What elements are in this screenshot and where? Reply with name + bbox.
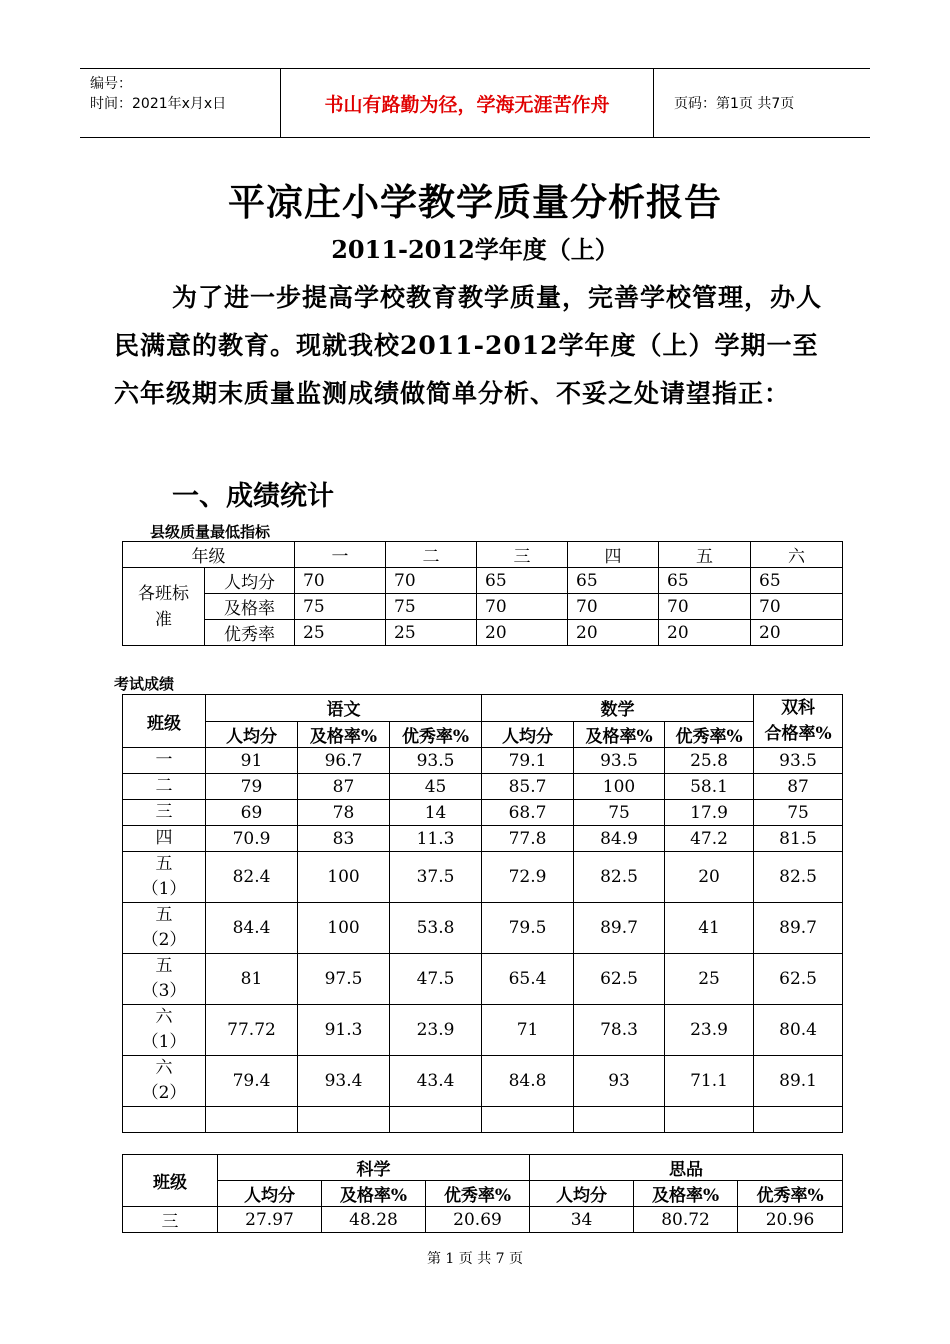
date-label: 时间：2021年x月x日 [90,96,227,112]
table-row [123,954,843,1005]
grade-header: 年级 [123,542,295,568]
scores-header-row [123,695,843,722]
class-cell [123,954,206,1005]
value-cell: 78 [298,800,390,826]
science-header: 科学 [218,1155,530,1181]
value-cell: 84.8 [482,1056,574,1107]
class-section: （1） [141,1032,187,1052]
value-cell: 75 [754,800,843,826]
table-row [123,852,843,903]
value-cell: 27.97 [218,1207,322,1233]
value-cell: 25 [665,954,754,1005]
class-header: 班级 [123,1155,218,1207]
class-name: 四 [155,828,173,848]
empty-row [123,1107,843,1133]
class-section: （3） [141,981,187,1001]
class-name: 一 [155,750,173,770]
value-cell: 25.8 [665,748,754,774]
class-name: 五 [155,854,173,874]
value-cell: 82.5 [754,852,843,903]
dual-pass-header [754,695,843,748]
subheader-cell: 及格率% [298,721,390,748]
value-cell: 79.1 [482,748,574,774]
standards-row [123,594,843,620]
value-cell: 89.1 [754,1056,843,1107]
value-cell: 75 [574,800,665,826]
value-cell: 34 [530,1207,634,1233]
subheader-cell: 优秀率% [426,1181,530,1207]
subheader-cell: 优秀率% [738,1181,843,1207]
value-cell: 75 [295,594,386,620]
value-cell: 41 [665,903,754,954]
page-info [664,69,870,137]
scores-subheader-row [123,721,843,748]
dual-header-line1: 双科 [781,698,816,718]
class-section: （2） [141,930,187,950]
grade-cell: 一 [295,542,386,568]
value-cell: 43.4 [390,1056,482,1107]
value-cell: 96.7 [298,748,390,774]
grade-cell: 三 [477,542,568,568]
class-cell [123,774,206,800]
section-heading: 一、成绩统计 [172,481,334,512]
subheader-cell: 及格率% [322,1181,426,1207]
standards-row [123,620,843,646]
value-cell: 65 [568,568,659,594]
value-cell: 25 [295,620,386,646]
value-cell: 65.4 [482,954,574,1005]
value-cell: 70 [568,594,659,620]
value-cell: 84.9 [574,826,665,852]
value-cell: 47.5 [390,954,482,1005]
table-row [123,800,843,826]
class-cell [123,1056,206,1107]
value-cell: 83 [298,826,390,852]
empty-cell [665,1107,754,1133]
motto: 书山有路勤为径，学海无涯苦作舟 [281,69,654,137]
value-cell: 79 [206,774,298,800]
value-cell: 89.7 [754,903,843,954]
scores-caption: 考试成绩 [114,675,175,693]
grade-cell: 四 [568,542,659,568]
standards-caption: 县级质量最低指标 [150,523,271,541]
value-cell: 82.5 [574,852,665,903]
value-cell: 70.9 [206,826,298,852]
value-cell: 77.8 [482,826,574,852]
value-cell: 87 [298,774,390,800]
value-cell: 100 [298,903,390,954]
value-cell: 93.5 [574,748,665,774]
value-cell: 71.1 [665,1056,754,1107]
value-cell: 70 [386,568,477,594]
class-name: 五 [155,905,173,925]
subheader-cell: 及格率% [574,721,665,748]
science-subheader-row [123,1181,843,1207]
subheader-cell: 优秀率% [390,721,482,748]
value-cell: 62.5 [754,954,843,1005]
row-label: 及格率 [205,594,295,620]
empty-cell [754,1107,843,1133]
value-cell: 91 [206,748,298,774]
table-row [123,1056,843,1107]
value-cell: 100 [298,852,390,903]
class-name: 三 [155,802,173,822]
value-cell: 71 [482,1005,574,1056]
value-cell: 81.5 [754,826,843,852]
document-header [80,68,870,138]
row-label: 人均分 [205,568,295,594]
value-cell: 45 [390,774,482,800]
row-label: 优秀率 [205,620,295,646]
class-name: 二 [155,776,173,796]
class-cell [123,748,206,774]
value-cell: 48.28 [322,1207,426,1233]
subheader-cell: 优秀率% [665,721,754,748]
value-cell: 65 [477,568,568,594]
empty-cell [482,1107,574,1133]
empty-cell [298,1107,390,1133]
value-cell: 80.72 [634,1207,738,1233]
header-meta [80,69,281,137]
value-cell: 79.5 [482,903,574,954]
value-cell: 20 [659,620,751,646]
value-cell: 97.5 [298,954,390,1005]
empty-cell [390,1107,482,1133]
page-footer: 第 1 页 共 7 页 [426,1251,524,1267]
class-cell [123,826,206,852]
table-row [123,903,843,954]
subheader-cell: 人均分 [530,1181,634,1207]
moral-header: 思品 [530,1155,843,1181]
value-cell: 65 [751,568,843,594]
value-cell: 20 [665,852,754,903]
page-title: 平凉庄小学教学质量分析报告 [228,181,722,224]
value-cell: 47.2 [665,826,754,852]
scores-table [122,694,843,1133]
table-row [123,748,843,774]
value-cell: 70 [295,568,386,594]
empty-cell [123,1107,206,1133]
value-cell: 20 [568,620,659,646]
value-cell: 93.5 [754,748,843,774]
subheader-cell: 及格率% [634,1181,738,1207]
standards-table [122,541,843,646]
class-cell [123,800,206,826]
empty-cell [206,1107,298,1133]
value-cell: 89.7 [574,903,665,954]
table-row [123,1005,843,1056]
class-section: （2） [141,1083,187,1103]
intro-text: 为了进一步提高学校教育教学质量，完善学校管理，办人民满意的教育。现就我校2011-2012学年度（上）学期一至六年级期末质量监测成绩做简单分析、不妥之处请望指正： [114,283,823,408]
class-cell [123,852,206,903]
value-cell: 65 [659,568,751,594]
empty-cell [574,1107,665,1133]
value-cell: 72.9 [482,852,574,903]
value-cell: 20.96 [738,1207,843,1233]
value-cell: 25 [386,620,477,646]
subheader-cell: 人均分 [482,721,574,748]
value-cell: 62.5 [574,954,665,1005]
group-label: 各班标准 [123,568,205,646]
value-cell: 58.1 [665,774,754,800]
science-header-row [123,1155,843,1181]
value-cell: 79.4 [206,1056,298,1107]
table-row [123,826,843,852]
value-cell: 81 [206,954,298,1005]
class-cell [123,1005,206,1056]
subheader-cell: 人均分 [218,1181,322,1207]
value-cell: 93 [574,1056,665,1107]
value-cell: 82.4 [206,852,298,903]
chinese-header: 语文 [206,695,482,722]
page-info-text: 页码：第1页 共7页 [674,96,795,112]
page-subtitle: 2011-2012学年度（上） [331,235,619,264]
value-cell: 11.3 [390,826,482,852]
value-cell: 68.7 [482,800,574,826]
value-cell: 70 [751,594,843,620]
value-cell: 85.7 [482,774,574,800]
standards-header-row [123,542,843,568]
value-cell: 23.9 [390,1005,482,1056]
class-section: （1） [141,879,187,899]
value-cell: 53.8 [390,903,482,954]
value-cell: 87 [754,774,843,800]
class-cell: 三 [123,1207,218,1233]
value-cell: 20 [477,620,568,646]
science-table [122,1154,843,1233]
value-cell: 17.9 [665,800,754,826]
class-header: 班级 [123,695,206,748]
intro-paragraph [114,274,844,418]
table-row [123,774,843,800]
grade-cell: 六 [751,542,843,568]
value-cell: 20.69 [426,1207,530,1233]
value-cell: 14 [390,800,482,826]
grade-cell: 五 [659,542,751,568]
value-cell: 100 [574,774,665,800]
class-name: 六 [155,1058,173,1078]
value-cell: 70 [477,594,568,620]
table-row [123,1207,843,1233]
value-cell: 93.5 [390,748,482,774]
subheader-cell: 人均分 [206,721,298,748]
class-name: 六 [155,1007,173,1027]
standards-row [123,568,843,594]
value-cell: 80.4 [754,1005,843,1056]
value-cell: 91.3 [298,1005,390,1056]
value-cell: 70 [659,594,751,620]
number-label: 编号： [90,76,132,92]
value-cell: 84.4 [206,903,298,954]
class-cell [123,903,206,954]
dual-header-line2: 合格率% [764,724,832,744]
value-cell: 78.3 [574,1005,665,1056]
grade-cell: 二 [386,542,477,568]
class-name: 五 [155,956,173,976]
value-cell: 93.4 [298,1056,390,1107]
value-cell: 37.5 [390,852,482,903]
math-header: 数学 [482,695,754,722]
value-cell: 75 [386,594,477,620]
value-cell: 69 [206,800,298,826]
value-cell: 20 [751,620,843,646]
value-cell: 77.72 [206,1005,298,1056]
value-cell: 23.9 [665,1005,754,1056]
